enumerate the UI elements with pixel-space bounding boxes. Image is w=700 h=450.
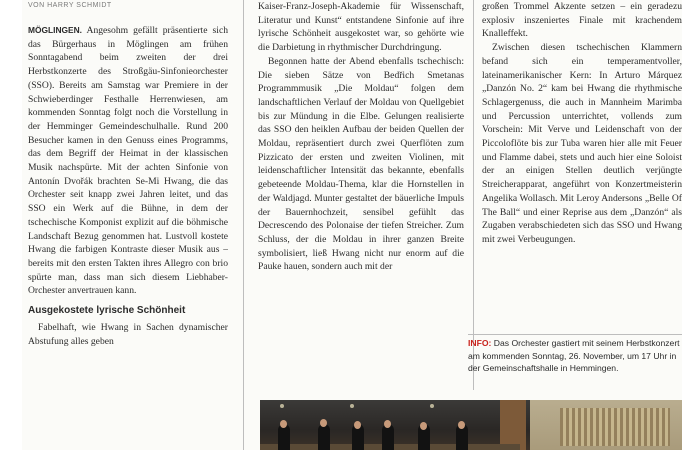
article-paragraph: Fabelhaft, wie Hwang in Sachen dynamischer Abstufung alles geben	[28, 322, 228, 347]
info-text: Das Orchester gastiert mit seinem Herbstkonzert am kommenden Sonntag, 26. November, um 17 Uhr in der Gemeinschaftshalle in Hemmingen.	[468, 338, 680, 374]
article-paragraph: Begonnen hatte der Abend ebenfalls tschechisch: Die sieben Sätze von Bedřich Smetanas Programmmusik „Die Moldau“ folgen dem landschaftlichen Verlauf der Moldau von Quellgebiet bis zur Mündung in die Elbe. Gelungen realisierte das SSO den heiklen Aufbau der beiden Quellen der Moldau, repräsentiert durch zwei Querflöten zum Pizzicato der ersten und zweiten Violinen, mit leidenschaftlicher Intensität das bekannte, ebenfalls gebeteende Moldau-Thema, klar die Hornstellen in der Waldjagd. Munter gestaltet der bäuerliche Impuls der Bauernhochzeit, sensibel gefühlt das Decrescendo des Polonaise der tiefen Streicher. Zum Schluss, der die Moldau in ihrer ganzen Breite symbolisiert, ließ Hwang nicht nur enorm auf die Pauke hauen, sondern auch mit der	[258, 55, 464, 273]
article-column-3	[482, 0, 682, 310]
newspaper-page	[22, 0, 682, 450]
article-column-1	[28, 0, 228, 450]
article-column-2	[258, 0, 464, 390]
dateline: MÖGLINGEN.	[28, 25, 82, 35]
photo-musician-head	[384, 420, 391, 428]
photo-musician-head	[354, 421, 361, 429]
photo-wooden-beam	[500, 400, 526, 450]
photo-stage-panel	[560, 408, 670, 446]
photo-light	[430, 404, 434, 408]
column-divider	[243, 0, 244, 450]
byline: VON HARRY SCHMIDT	[28, 2, 112, 9]
paragraph-text: Angesohm gefällt präsentierte sich das Bürgerhaus in Möglingen am frühen Sonntagabend beim zweiten der drei Herbstkonzerte des Stroßgäu-Sinfonieorchester (SSO). Bereits am Samstag war Premiere in der Schwieberdinger Festhalle Herrenwiesen, am kommenden Sonntag folgt noch die Vorstellung in der Hemminger Gemeindeschulhalle. Rund 200 Besucher kamen in den Genuss eines Programms, das dem Begriff der Heimat in der klassischen Musik nachspürte. Mit der achten Sinfonie von Antonín Dvořák brachten Se-Mi Hwang, die das Orchester seit knapp zwei Jahren leitet, und das SSO ein Werk auf die Bühne, in dem der tschechische Komponist explizit auf die böhmische Landschaft Bezug genommen hat. Lustvoll kostete Hwang die farbigen Kontraste dieser Musik aus – bereits mit den ersten Takten ihres Allegro con brio spürte man, dass man sich diesem Liebhaber-Orchester anvertrauen kann.	[28, 25, 228, 297]
photo-musician-head	[458, 421, 465, 429]
article-paragraph	[28, 24, 228, 298]
photo-musician	[318, 424, 330, 450]
photo-musician-head	[420, 422, 427, 430]
article-paragraph: Zwischen diesen tschechischen Klammern befand sich ein temperamentvoller, lateinamerikanischer Kern: In Arturo Márquez „Danzón No. 2“ kam bei Hwang die rhythmische Schlagergenuss, die auch in Mannheim Marimba und Percussion unterrichtet, vollends zum Vorschein: Mit Verve und Leidenschaft von der Piccoloflöte bis zur Tuba waren hier alle mit Feuer und Flamme dabei, stets und auch hier eine Soloist der an einigen Stellen deutlich verjüngte Streicherapparat, angeführt von Konzertmeisterin Angelika Wollasch. Mit Leroy Andersons „Belle Of The Ball“ und einer Reprise aus dem „Danzón“ als Zugaben verabschiedeten sich das SSO und Hwang mit zwei Verbeugungen.	[482, 42, 682, 245]
info-tag: INFO:	[468, 338, 492, 348]
photo-light	[280, 404, 284, 408]
photo-musician-head	[280, 420, 287, 428]
info-box	[468, 334, 682, 375]
article-paragraph: großen Trommel Akzente setzen – ein geradezu explosiv inszeniertes Finale mit krachendem Knalleffekt.	[482, 1, 682, 40]
column-divider	[473, 0, 474, 390]
photo-musician-head	[320, 419, 327, 427]
orchestra-photo	[260, 400, 682, 450]
subheading: Ausgekostete lyrische Schönheit	[28, 305, 186, 317]
photo-light	[350, 404, 354, 408]
article-paragraph: Kaiser-Franz-Joseph-Akademie für Wissenschaft, Literatur und Kunst“ entstandene Sinfonie auf ihre lyrische Schönheit ausgekostet war, so gehörte wie die Darbietung in rhythmischer Durchdringung.	[258, 1, 464, 54]
